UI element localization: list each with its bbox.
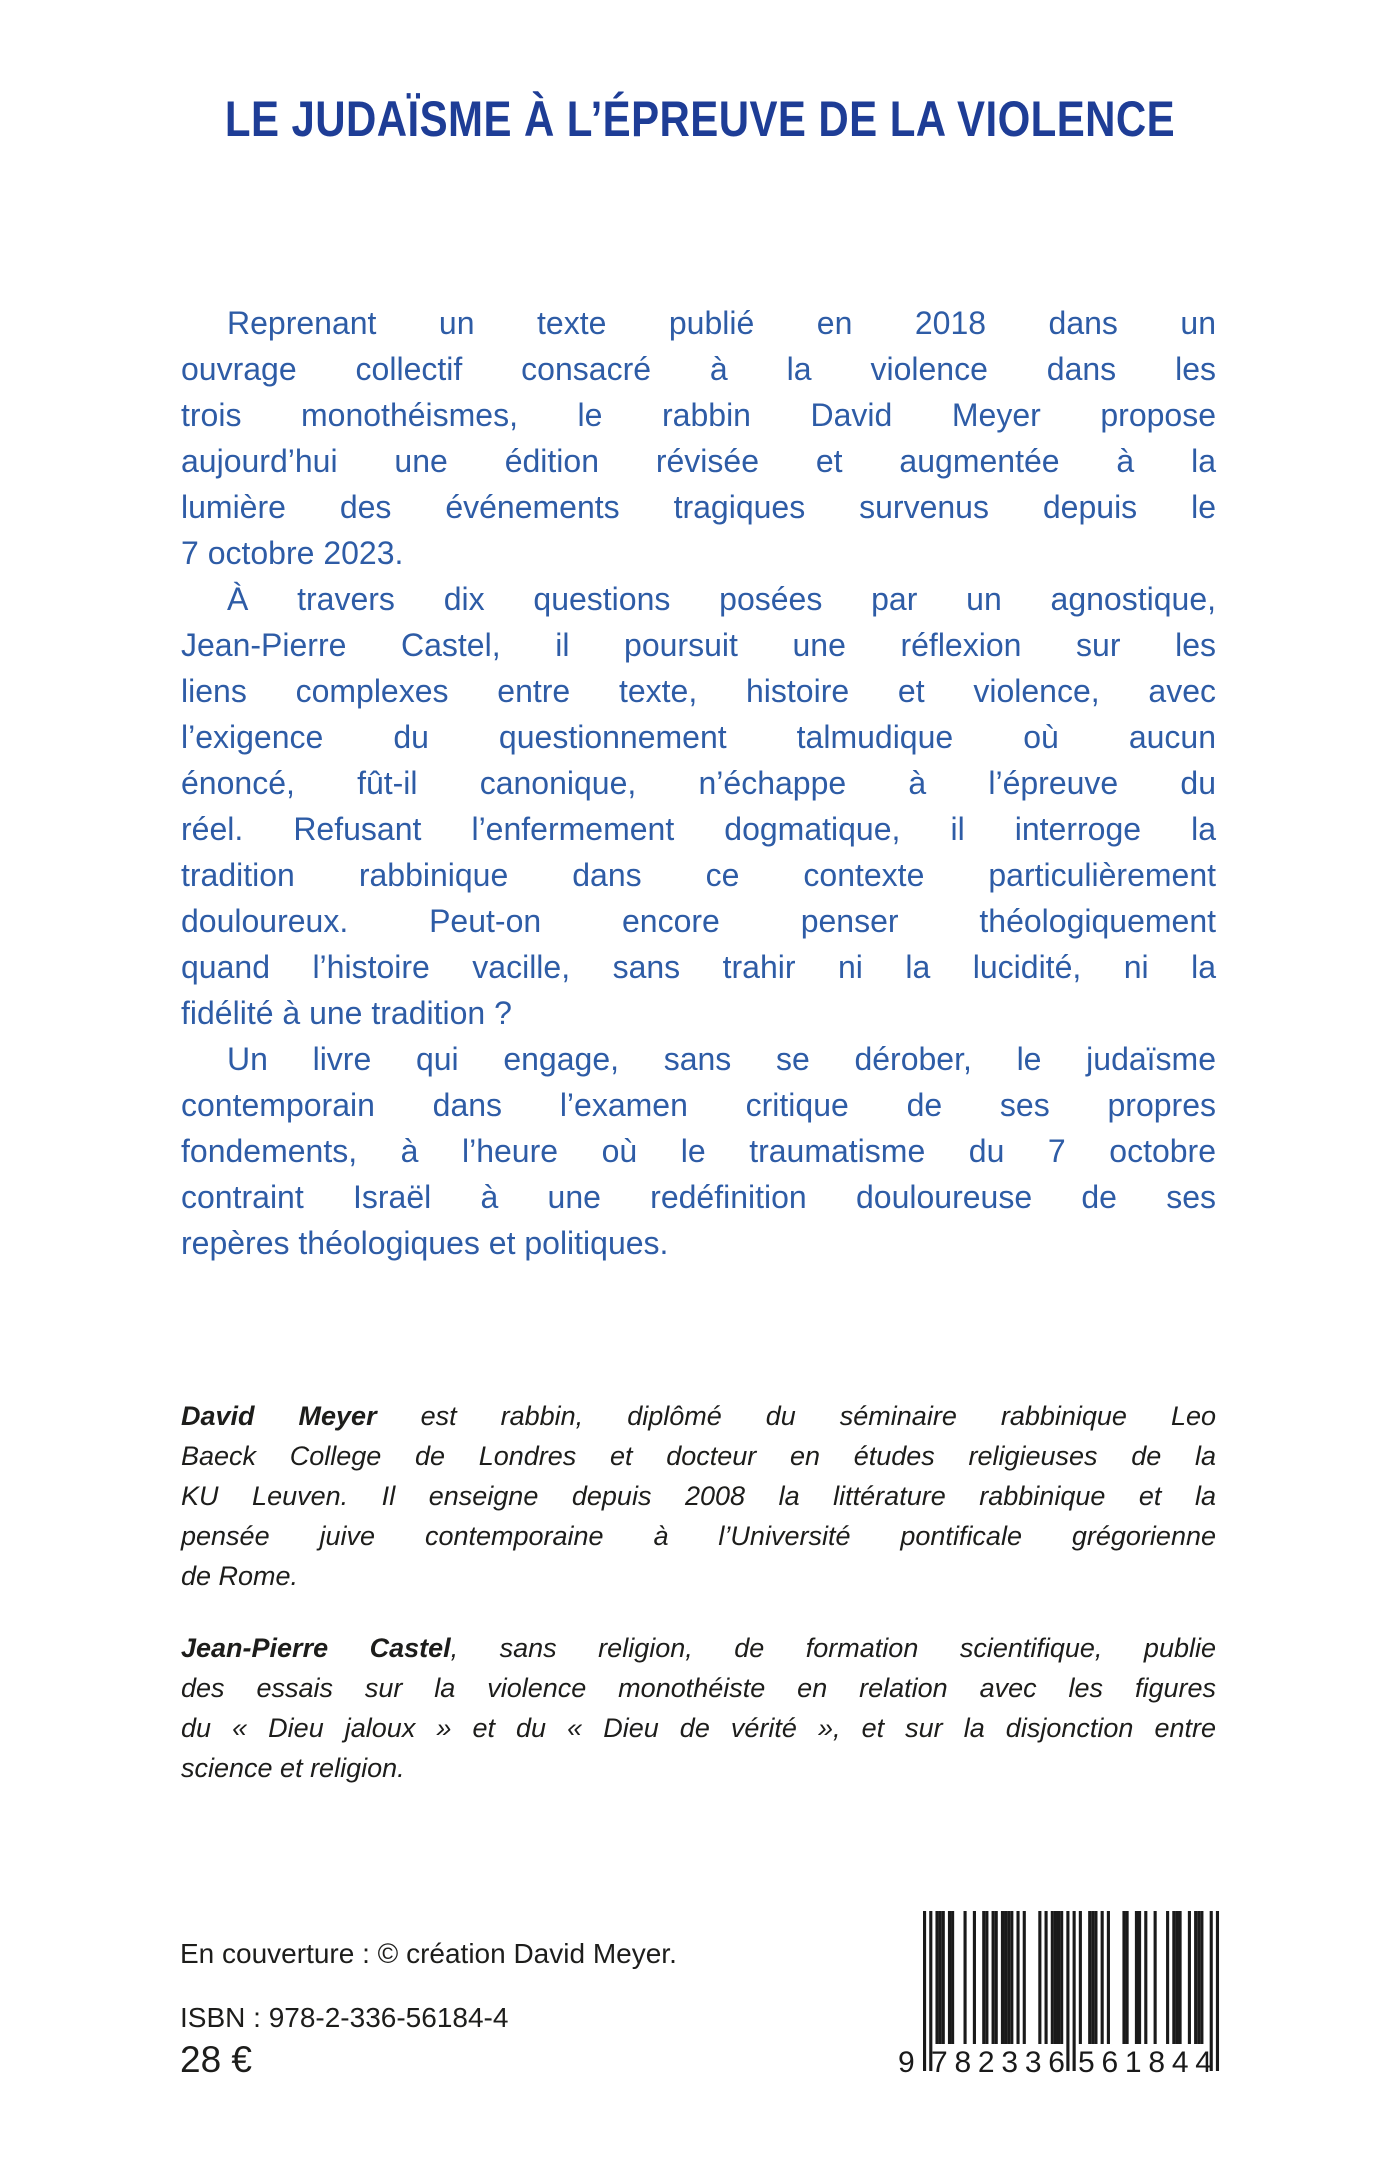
- author-name: Jean-Pierre Castel: [181, 1633, 451, 1663]
- synopsis-line: lumière des événements tragiques survenus depuis le: [181, 489, 1216, 525]
- synopsis-line: liens complexes entre texte, histoire et violence, avec: [181, 673, 1216, 709]
- bio-line: Baeck College de Londres et docteur en études religieuses de la: [181, 1441, 1216, 1471]
- synopsis-line: tradition rabbinique dans ce contexte particulièrement: [181, 857, 1216, 893]
- barcode-digit: 6: [1048, 2046, 1065, 2079]
- bio-line: de Rome.: [181, 1561, 299, 1591]
- synopsis-line: l’exigence du questionnement talmudique où aucun: [181, 719, 1216, 755]
- synopsis-line: énoncé, fût-il canonique, n’échappe à l’épreuve du: [181, 765, 1216, 801]
- synopsis-line: repères théologiques et politiques.: [181, 1225, 669, 1261]
- barcode-digit: 4: [1171, 2046, 1189, 2079]
- barcode-digit: 2: [977, 2046, 995, 2079]
- bio-line: pensée juive contemporaine à l’Université pontificale grégorienne: [181, 1521, 1216, 1551]
- barcode-digit: 3: [1001, 2046, 1019, 2079]
- barcode-digits: [898, 2045, 1233, 2081]
- barcode-digit: 1: [1124, 2046, 1142, 2079]
- barcode-digit-group-right: [1078, 2046, 1212, 2080]
- author-bios: [181, 1396, 1216, 1788]
- bio-line: science et religion.: [181, 1753, 405, 1783]
- barcode-digit-first: 9: [898, 2046, 915, 2079]
- synopsis-line: douloureux. Peut-on encore penser théologiquement: [181, 903, 1216, 939]
- barcode-digit: 6: [1101, 2046, 1119, 2079]
- ean13-barcode: [898, 1911, 1233, 2081]
- barcode-digit: 7: [931, 2046, 948, 2079]
- barcode-digit: 4: [1195, 2046, 1212, 2079]
- synopsis-line: Reprenant un texte publié en 2018 dans un: [227, 305, 1216, 341]
- synopsis-line: contemporain dans l’examen critique de ses propres: [181, 1087, 1216, 1123]
- bio-line: du « Dieu jaloux » et du « Dieu de vérité », et sur la disjonction entre: [181, 1713, 1216, 1743]
- barcode-digit: 8: [954, 2046, 972, 2079]
- bio-line: KU Leuven. Il enseigne depuis 2008 la littérature rabbinique et la: [181, 1481, 1216, 1511]
- synopsis-line: trois monothéismes, le rabbin David Meyer propose: [181, 397, 1216, 433]
- synopsis-line: Un livre qui engage, sans se dérober, le judaïsme: [227, 1041, 1216, 1077]
- bio-line: David Meyer est rabbin, diplômé du séminaire rabbinique Leo: [181, 1401, 1216, 1431]
- synopsis-line: contraint Israël à une redéfinition douloureuse de ses: [181, 1179, 1216, 1215]
- cover-credit: En couverture : © création David Meyer.: [180, 1938, 677, 1969]
- barcode-digit: 5: [1078, 2046, 1095, 2079]
- isbn: ISBN : 978-2-336-56184-4: [180, 2002, 509, 2033]
- price: 28 €: [180, 2039, 253, 2080]
- author-bio: [181, 1628, 1216, 1788]
- author-bio: [181, 1396, 1216, 1596]
- author-name: David Meyer: [181, 1401, 377, 1431]
- synopsis-line: À travers dix questions posées par un agnostique,: [227, 581, 1216, 617]
- synopsis-line: ouvrage collectif consacré à la violence dans les: [181, 351, 1216, 387]
- barcode-digit: 3: [1024, 2046, 1042, 2079]
- synopsis-line: Jean-Pierre Castel, il poursuit une réflexion sur les: [181, 627, 1216, 663]
- synopsis-line: réel. Refusant l’enfermement dogmatique, il interroge la: [181, 811, 1216, 847]
- book-title: LE JUDAÏSME À L’ÉPREUVE DE LA VIOLENCE: [224, 91, 1176, 147]
- synopsis-line: quand l’histoire vacille, sans trahir ni la lucidité, ni la: [181, 949, 1216, 985]
- bio-line: des essais sur la violence monothéiste en relation avec les figures: [181, 1673, 1216, 1703]
- synopsis-line: fondements, à l’heure où le traumatisme du 7 octobre: [181, 1133, 1216, 1169]
- barcode-digit: 8: [1148, 2046, 1166, 2079]
- bio-line: Jean-Pierre Castel, sans religion, de formation scientifique, publie: [181, 1633, 1216, 1663]
- synopsis-line: aujourd’hui une édition révisée et augmentée à la: [181, 443, 1216, 479]
- synopsis-text-block: [181, 300, 1216, 1266]
- barcode-digit-group-left: [931, 2046, 1065, 2080]
- synopsis-line: 7 octobre 2023.: [181, 535, 404, 571]
- synopsis-line: fidélité à une tradition ?: [181, 995, 512, 1031]
